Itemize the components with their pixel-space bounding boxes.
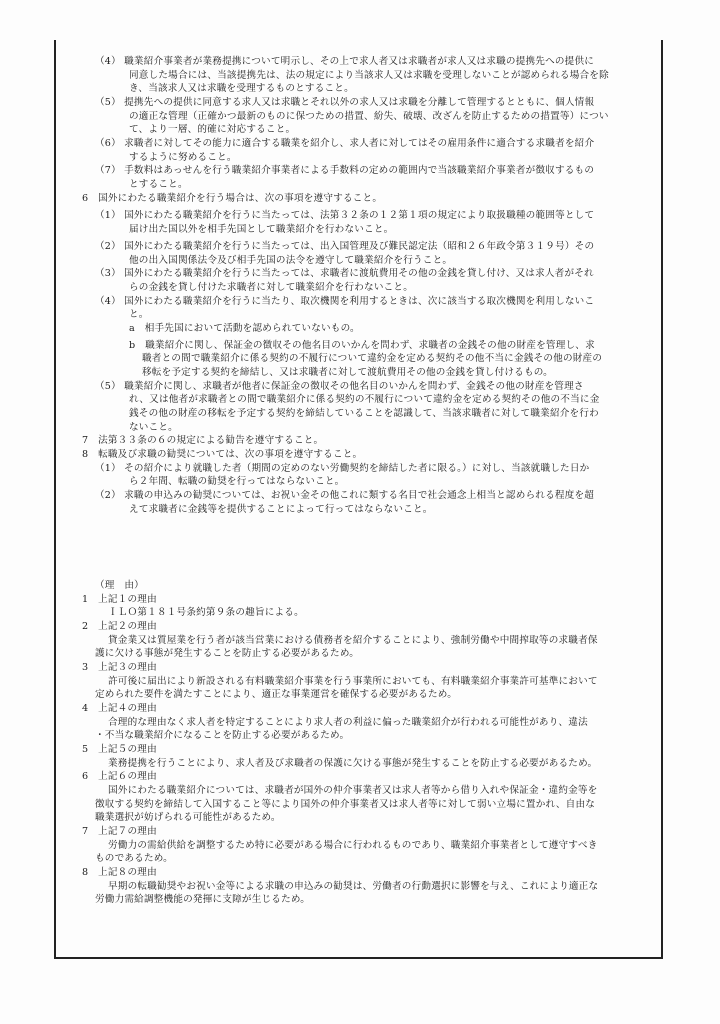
text-line: の適正な管理（正確かつ最新のものに保つための措置、紛失、破壊、改ざんを防止するための措置等）につい — [129, 111, 609, 122]
text-line: ものであるため。 — [95, 853, 173, 864]
text-line: 7 上記７の理由 — [82, 826, 157, 837]
text-line: て、より一層、的確に対応すること。 — [129, 124, 296, 135]
text-line: （6） 求職者に対してその能力に適合する職業を紹介し、求人者に対してはその雇用条件に適合する求職者を紹介 — [95, 138, 595, 149]
text-line: 早期の転職勧奨やお祝い金等による求職の申込みの勧奨は、労働者の行動選択に影響を与え、これにより適正な — [108, 881, 599, 892]
text-line: れ、又は他者が求職者との間で職業紹介に係る契約の不履行について違約金を定める契約その他の不当に金 — [129, 394, 600, 405]
text-line: （2） 求職の申込みの勧奨については、お祝い金その他これに類する名目で社会通念上相当と認められる程度を超 — [95, 490, 595, 501]
text-line: 合理的な理由なく求人者を特定することにより求人者の利益に偏った職業紹介が行われる可能性があり、違法 — [108, 717, 588, 728]
text-line: ら２年間、転職の勧奨を行ってはならないこと。 — [129, 476, 345, 487]
text-line: 業務提携を行うことにより、求人者及び求職者の保護に欠ける事態が発生することを防止する必要があるため。 — [108, 758, 598, 769]
text-line: （4） 国外にわたる職業紹介を行うに当たり、取次機関を利用するときは、次に該当する取次機関を利用しないこ — [95, 296, 595, 307]
text-line: と。 — [129, 309, 149, 320]
text-line: 8 転職及び求職の勧奨については、次の事項を遵守すること。 — [82, 449, 363, 460]
text-line: とすること。 — [129, 179, 188, 190]
text-line: 貸金業又は質屋業を行う者が該当営業における債務者を紹介することにより、強制労働や中間搾取等の求職者保 — [108, 635, 598, 646]
text-line: a 相手先国において活動を認められていないもの。 — [129, 323, 360, 334]
text-line: 定められた要件を満たすことにより、適正な事業運営を確保する必要があるため。 — [95, 689, 457, 700]
text-line: 6 国外にわたる職業紹介を行う場合は、次の事項を遵守すること。 — [82, 193, 383, 204]
text-line: えて求職者に金銭等を提供することによって行ってはならないこと。 — [129, 504, 433, 515]
text-line: 移転を予定する契約を締結し、又は求職者に対して渡航費用その他の金銭を貸し付けるもの。 — [142, 367, 553, 378]
text-line: ないこと。 — [129, 422, 178, 433]
text-line: 労働力の需給供給を調整するため特に必要がある場合に行われるものであり、職業紹介事業者として遵守すべき — [108, 840, 598, 851]
text-line: 護に欠ける事態が発生することを防止する必要があるため。 — [95, 648, 360, 659]
text-line: 5 上記５の理由 — [82, 744, 157, 755]
text-line: （1） その紹介により就職した者（期間の定めのない労働契約を締結した者に限る。）に対し、当該就職した日か — [95, 463, 590, 474]
text-line: ・不当な職業紹介になることを防止する必要があるため。 — [95, 730, 350, 741]
text-line: ＩＬＯ第１８１号条約第９条の趣旨による。 — [108, 607, 304, 618]
text-line: （5） 提携先への提供に同意する求人又は求職とそれ以外の求人又は求職を分離して管理するとともに、個人情報 — [95, 97, 595, 108]
text-line: 同意した場合には、当該提携先は、法の規定により当該求人又は求職を受理しないことが認められる場合を除 — [129, 70, 609, 81]
text-line: （理 由） — [95, 580, 144, 591]
text-line: らの金銭を貸し付けた求職者に対して職業紹介を行わないこと。 — [129, 282, 414, 293]
text-line: 1 上記１の理由 — [82, 594, 157, 605]
text-line: き、当該求人又は求職を受理するものとすること。 — [129, 83, 354, 94]
text-line: 他の出入国関係法令及び相手先国の法令を遵守して職業紹介を行うこと。 — [129, 255, 453, 266]
text-line: 6 上記６の理由 — [82, 771, 157, 782]
text-line: 4 上記４の理由 — [82, 703, 157, 714]
text-line: （1） 国外にわたる職業紹介を行うに当たっては、法第３２条の１２第１項の規定により取扱職種の範囲等として — [95, 210, 595, 221]
text-line: b 職業紹介に関し、保証金の徴収その他名目のいかんを問わず、求職者の金銭その他の財産を管理し、求 — [129, 340, 595, 351]
text-line: （4） 職業紹介事業者が業務提携について明示し、その上で求人者又は求職者が求人又は求職の提携先への提供に — [95, 56, 595, 67]
text-line: （3） 国外にわたる職業紹介を行うに当たっては、求職者に渡航費用その他の金銭を貸し付け、又は求人者がそれ — [95, 268, 594, 279]
text-line: 2 上記２の理由 — [82, 621, 157, 632]
text-line: 届け出た国以外を相手先国として職業紹介を行わないこと。 — [129, 224, 394, 235]
text-line: 3 上記３の理由 — [82, 662, 157, 673]
text-line: 銭その他の財産の移転を予定する契約を締結していることを認識して、当該求職者に対して職業紹介を行わ — [129, 408, 599, 419]
text-line: 8 上記８の理由 — [82, 867, 157, 878]
text-line: 徴収する契約を締結して入国すること等により国外の仲介事業者又は求人者等に対して弱い立場に置かれ、自由な — [95, 799, 596, 810]
text-line: 職業選択が妨げられる可能性があるため。 — [95, 812, 281, 823]
text-line: するように努めること。 — [129, 152, 237, 163]
text-line: （2） 国外にわたる職業紹介を行うに当たっては、出入国管理及び難民認定法（昭和２６年政令第３１９号）その — [95, 241, 595, 252]
text-line: 職者との間で職業紹介に係る契約の不履行について違約金を定める契約その他不当に金銭その他の財産の — [142, 353, 603, 364]
text-line: 許可後に届出により新設される有料職業紹介事業を行う事業所においても、有料職業紹介事業許可基準において — [108, 676, 598, 687]
text-line: （5） 職業紹介に関し、求職者が他者に保証金の徴収その他名目のいかんを問わず、金銭その他の財産を管理さ — [95, 381, 584, 392]
text-line: 7 法第３３条の６の規定による勧告を遵守すること。 — [82, 435, 324, 446]
text-line: 労働力需給調整機能の発揮に支障が生じるため。 — [95, 894, 311, 905]
text-line: （7） 手数料はあっせんを行う職業紹介事業者による手数料の定めの範囲内で当該職業紹介事業者が徴収するもの — [95, 165, 595, 176]
text-line: 国外にわたる職業紹介については、求職者が国外の仲介事業者又は求人者等から借り入れや保証金・違約金等を — [108, 785, 598, 796]
